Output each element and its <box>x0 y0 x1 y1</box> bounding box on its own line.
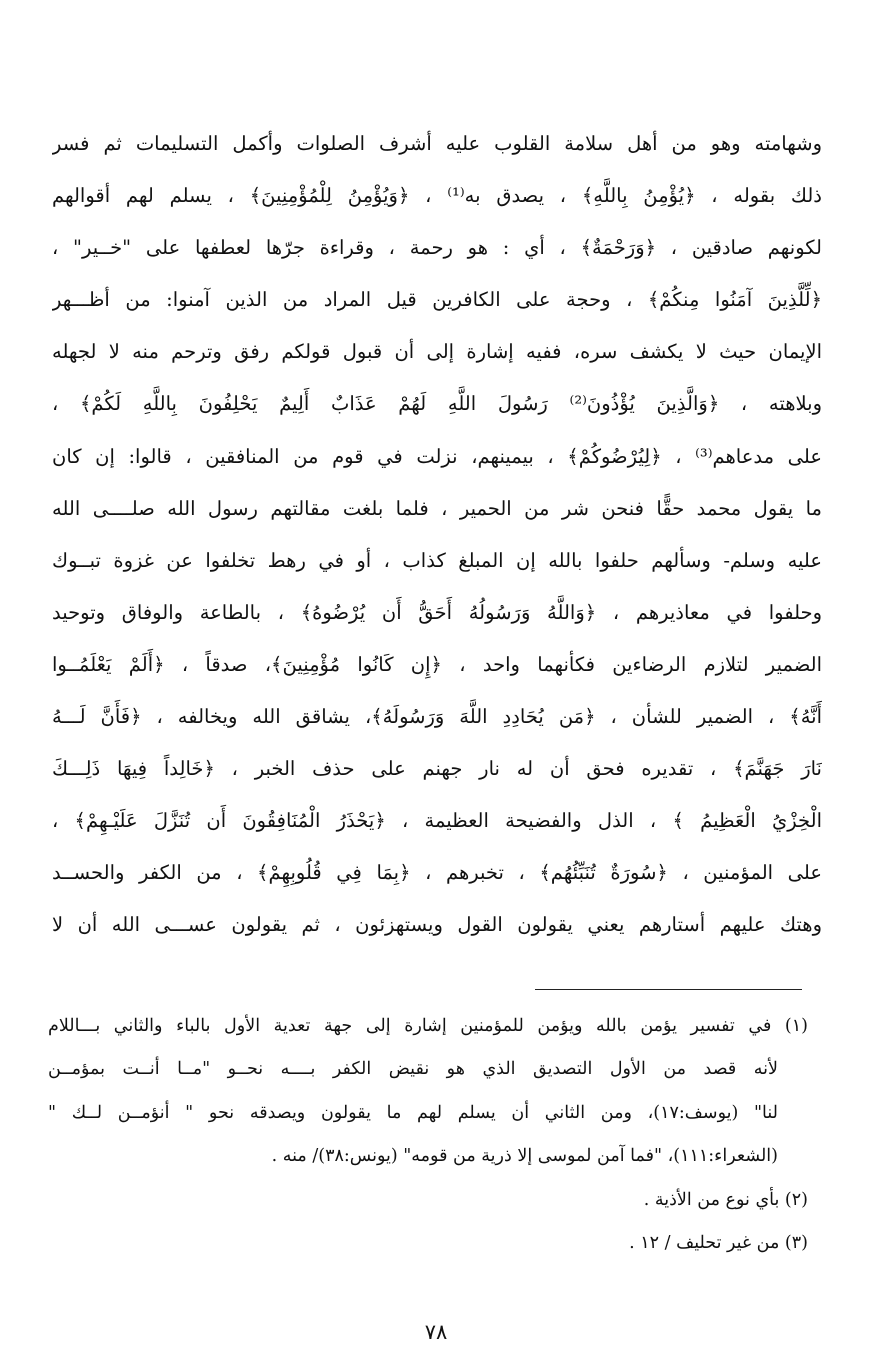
text-line: ذلك بقوله ، ﴿يُؤْمِنُ بِاللَّهِ﴾ ، يصدق به⁽¹⁾ ، ﴿وَيُؤْمِنُ لِلْمُؤْمِنِينَ﴾ ، يسلم لهم أقوالهم <box>52 184 822 208</box>
page-number: ٧٨ <box>424 1320 448 1344</box>
footnote-line: لأنه قصد من الأول التصديق الذي هو نقيض الكفر بــــه نحــو "مــا أنــت بمؤمــن <box>48 1059 778 1080</box>
footnote-separator <box>535 989 802 990</box>
footnote-line: (الشعراء:١١١)، "فما آمن لموسى إلا ذرية من قومه" (يونس:٣٨)/ منه . <box>271 1146 778 1167</box>
text-line: نَارَ جَهَنَّمَ﴾ ، تقديره فحق أن له نار جهنم على حذف الخبر ، ﴿خَالِداً فِيهَا ذَلِـــكَ <box>52 757 822 781</box>
main-text-block <box>52 118 822 952</box>
text-line: وبلاهته ، ﴿وَالَّذِينَ يُؤْذُونَ⁽²⁾ رَسُولَ اللَّهِ لَهُمْ عَذَابٌ أَلِيمٌ يَحْلِفُونَ بِاللَّهِ لَكُمْ﴾ ، <box>52 392 822 416</box>
text-line: أَنَّهُ﴾ ، الضمير للشأن ، ﴿مَن يُحَادِدِ اللَّهَ وَرَسُولَهُ﴾، يشاقق الله ويخالفه ، ﴿فَأَنَّ لَـــهُ <box>52 705 822 729</box>
text-line: ﴿لِّلَّذِينَ آمَنُوا مِنكُمْ﴾ ، وحجة على الكافرين قيل المراد من الذين آمنوا: من أظـــهر <box>52 288 822 312</box>
text-line: الْخِزْيُ الْعَظِيمُ ﴾ ، الذل والفضيحة العظيمة ، ﴿يَحْذَرُ الْمُنَافِقُونَ أَن تُنَزَّلَ عَلَيْـهِمْ﴾ ، <box>52 809 822 833</box>
text-line: وحلفوا في معاذيرهم ، ﴿وَاللَّهُ وَرَسُولُهُ أَحَقُّ أَن يُرْضُوهُ﴾ ، بالطاعة والوفاق وتوحيد <box>52 600 822 624</box>
footnotes-block <box>48 1005 808 1265</box>
text-line: وهتك عليهم أستارهم يعني يقولون القول ويستهزئون ، ثم يقولون عســـى الله أن لا <box>52 913 822 937</box>
text-line: الضمير لتلازم الرضاءين فكأنهما واحد ، ﴿إِن كَانُوا مُؤْمِنِينَ﴾، صدقاً ، ﴿أَلَمْ يَعْلَمُــوا <box>52 652 822 676</box>
text-line: لكونهم صادقين ، ﴿وَرَحْمَةٌ﴾ ، أي : هو رحمة ، وقراءة جرّها لعطفها على "خــير" ، <box>52 236 822 260</box>
footnote-line: (٢) بأي نوع من الأذية . <box>643 1189 808 1210</box>
footnote-line: لنا" (يوسف:١٧)، ومن الثاني أن يسلم لهم ما يقولون ويصدقه نحو " أنؤمــن لــك " <box>48 1102 778 1123</box>
text-line: عليه وسلم- وسألهم حلفوا بالله إن المبلغ كذاب ، أو في رهط تخلفوا عن غزوة تبــوك <box>52 548 822 572</box>
text-line: وشهامته وهو من أهل سلامة القلوب عليه أشرف الصلوات وأكمل التسليمات ثم فسر <box>52 132 822 155</box>
text-line: ما يقول محمد حقًّا فنحن شر من الحمير ، فلما بلغت مقالتهم رسول الله صلــــى الله <box>52 496 822 520</box>
text-line: على المؤمنين ، ﴿سُورَةٌ تُنَبِّئُهُم﴾ ، تخبرهم ، ﴿بِمَا فِي قُلُوبِهِمْ﴾ ، من الكفر والحســد <box>52 861 822 885</box>
text-line: الإيمان حيث لا يكشف سره، ففيه إشارة إلى أن قبول قولكم رفق وترحم منه لا لجهله <box>52 340 822 364</box>
text-line: على مدعاهم⁽³⁾ ، ﴿لِيُرْضُوكُمْ﴾ ، بيمينهم، نزلت في قوم من المنافقين ، قالوا: إن كان <box>52 444 822 468</box>
footnote-line: (١) في تفسير يؤمن بالله ويؤمن للمؤمنين إشارة إلى جهة تعدية الأول بالباء والثاني بـــاللام <box>48 1016 808 1036</box>
footnote-line: (٣) من غير تحليف / ١٢ . <box>629 1232 808 1253</box>
